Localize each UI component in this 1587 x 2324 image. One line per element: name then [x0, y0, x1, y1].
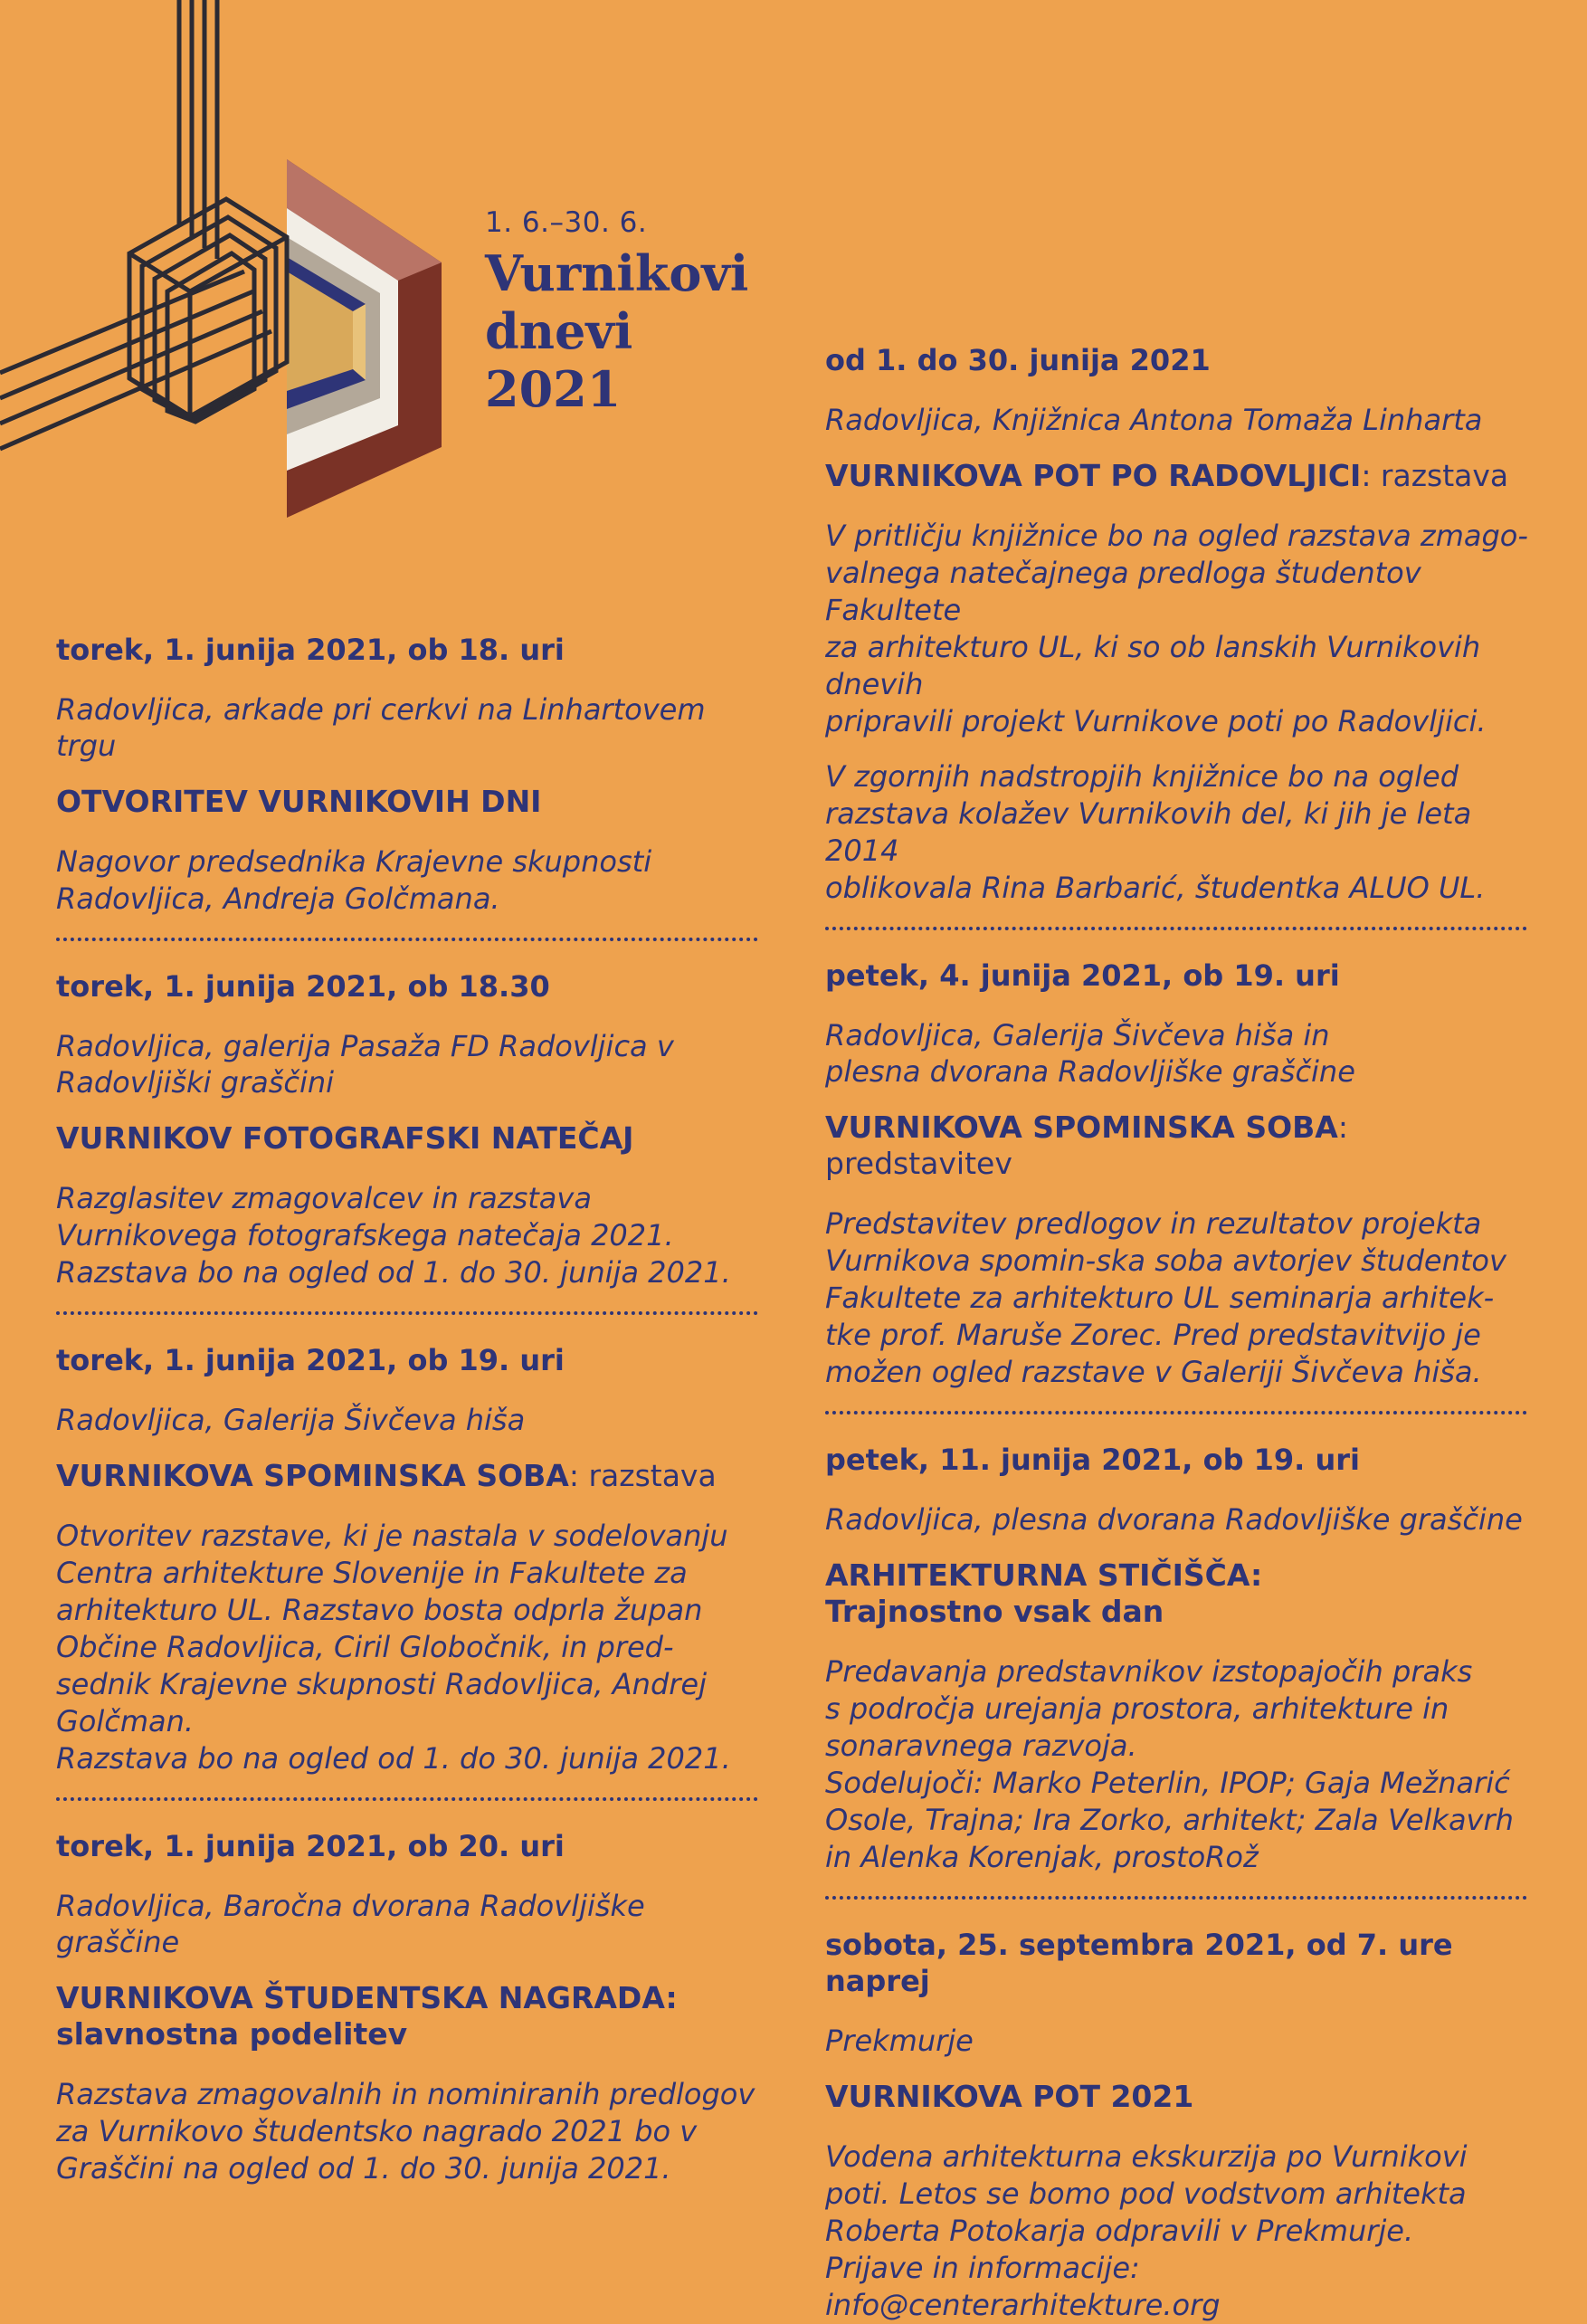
event-description-paragraph: Razglasitev zmagovalcev in razstava Vurnikovega fotografskega natečaja 2021. Razstava bo na ogled od 1. do 30. junija 2021. — [56, 1181, 731, 1290]
event-description-paragraph: Vodena arhitekturna ekskurzija po Vurnikovi poti. Letos se bomo pod vodstvom arhitekta Roberta Potokarja odpravili v Prekmurje. Prijave in informacije: info@centerarhitekture.org — [825, 2139, 1468, 2322]
event-description-paragraph: Predstavitev predlogov in rezultatov projekta Vurnikova spomin-ska soba avtorjev študentov Fakultete za arhitekturo UL seminarja arhitek- tke prof. Maruše Zorec. Pred predstavitvijo je možen ogled razstave v Galeriji Šivčeva hiša. — [825, 1206, 1506, 1389]
left-event-column — [56, 624, 762, 2187]
event-location: Radovljica, plesna dvorana Radovljiške graščine — [825, 1502, 1523, 1537]
event-title-main: OTVORITEV VURNIKOVIH DNI — [56, 784, 542, 819]
dotted-divider — [825, 927, 1527, 930]
event-description — [825, 1205, 1531, 1391]
right-event-column — [825, 335, 1531, 2324]
line-frame-graphic — [0, 0, 287, 449]
event-block — [825, 335, 1531, 907]
event-title-main: VURNIKOV FOTOGRAFSKI NATEČAJ — [56, 1120, 634, 1156]
event-block — [56, 624, 762, 918]
dotted-divider — [56, 1311, 758, 1315]
event-description-paragraph: Otvoritev razstave, ki je nastala v sodelovanju Centra arhitekture Slovenije in Fakultete za arhitekturo UL. Razstavo bosta odprla župan Občine Radovljica, Ciril Globočnik, in pred- sednik Krajevne skupnosti Radovljica, Andrej Golčman. Razstava bo na ogled od 1. do 30. junija 2021. — [56, 1519, 731, 1776]
event-title — [825, 458, 1531, 494]
event-title — [56, 1458, 762, 1494]
event-title — [825, 1110, 1531, 1182]
event-location: Radovljica, galerija Pasaža FD Radovljica v Radovljiški graščini — [56, 1029, 674, 1100]
event-description — [825, 518, 1531, 907]
event-date: torek, 1. junija 2021, ob 18.30 — [56, 969, 550, 1004]
event-title-suffix: : predstavitev — [825, 1110, 1348, 1181]
event-location: Radovljica, Baročna dvorana Radovljiške graščine — [56, 1889, 645, 1959]
event-title — [56, 1980, 762, 2053]
event-title-suffix: : razstava — [568, 1458, 717, 1493]
event-description-paragraph: V pritličju knjižnice bo na ogled razstava zmago- valnega natečajnega predloga študentov Fakultete za arhitekturo UL, ki so ob lanskih Vurnikovih dnevih pripravili projekt Vurnikove poti po Radovljici. — [825, 519, 1528, 738]
event-block — [825, 1919, 1531, 2324]
event-title-suffix: : razstava — [1361, 458, 1509, 493]
event-date: od 1. do 30. junija 2021 — [825, 343, 1211, 377]
event-title — [825, 1557, 1531, 1630]
festival-title-line-1: Vurnikovi — [485, 244, 749, 302]
event-description — [56, 843, 762, 918]
dotted-divider — [56, 1797, 758, 1801]
layered-cube-graphic — [287, 159, 442, 518]
event-location: Radovljica, arkade pri cerkvi na Linhartovem trgu — [56, 692, 706, 763]
event-block — [56, 1335, 762, 1777]
vurnik-cube-logo — [0, 0, 452, 534]
event-title-main: VURNIKOVA POT 2021 — [825, 2079, 1194, 2114]
event-description — [825, 1653, 1531, 1876]
event-date: torek, 1. junija 2021, ob 18. uri — [56, 633, 565, 667]
event-date: petek, 11. junija 2021, ob 19. uri — [825, 1443, 1360, 1477]
event-description-paragraph: Predavanja predstavnikov izstopajočih praks s področja urejanja prostora, arhitekture in sonaravnega razvoja. Sodelujoči: Marko Peterlin, IPOP; Gaja Mežnarić Osole, Trajna; Ira Zorko, arhitekt; Zala Velkavrh in Alenka Korenjak, prostoRož — [825, 1654, 1514, 1874]
event-description — [56, 2076, 762, 2187]
event-title — [56, 1120, 762, 1157]
event-block — [825, 950, 1531, 1391]
event-description-paragraph: Nagovor predsednika Krajevne skupnosti Radovljica, Andreja Golčmana. — [56, 844, 652, 916]
festival-title-line-2: dnevi — [485, 302, 633, 360]
event-description — [56, 1180, 762, 1291]
dotted-divider — [825, 1411, 1527, 1414]
event-date: petek, 4. junija 2021, ob 19. uri — [825, 958, 1340, 993]
event-block — [56, 1821, 762, 2187]
dotted-divider — [56, 938, 758, 941]
event-title-main: VURNIKOVA SPOMINSKA SOBA — [825, 1110, 1338, 1145]
event-block — [56, 961, 762, 1291]
event-date: torek, 1. junija 2021, ob 19. uri — [56, 1343, 565, 1377]
event-date: torek, 1. junija 2021, ob 20. uri — [56, 1829, 565, 1863]
event-title-main: VURNIKOVA ŠTUDENTSKA NAGRADA: slavnostna podelitev — [56, 1980, 678, 2052]
event-description — [825, 2138, 1531, 2324]
event-description — [56, 1518, 762, 1777]
event-description-paragraph: Razstava zmagovalnih in nominiranih predlogov za Vurnikovo študentsko nagrado 2021 bo v Graščini na ogled od 1. do 30. junija 2021. — [56, 2077, 755, 2186]
event-location: Radovljica, Knjižnica Antona Tomaža Linharta — [825, 403, 1483, 437]
festival-dates: 1. 6.–30. 6. — [485, 206, 648, 239]
event-location: Prekmurje — [825, 2024, 974, 2058]
event-description-paragraph: V zgornjih nadstropjih knjižnice bo na ogled razstava kolažev Vurnikovih del, ki jih je leta 2014 oblikovala Rina Barbarić, študentka ALUO UL. — [825, 759, 1486, 905]
dotted-divider — [825, 1896, 1527, 1900]
event-title-main: ARHITEKTURNA STIČIŠČA: Trajnostno vsak dan — [825, 1557, 1263, 1629]
event-block — [825, 1434, 1531, 1876]
festival-header — [485, 206, 748, 418]
event-date: sobota, 25. septembra 2021, od 7. ure naprej — [825, 1928, 1453, 1998]
festival-title-line-3: 2021 — [485, 360, 622, 418]
event-title — [56, 784, 762, 820]
event-title-main: VURNIKOVA SPOMINSKA SOBA — [56, 1458, 569, 1493]
event-title-main: VURNIKOVA POT PO RADOVLJICI — [825, 458, 1362, 493]
event-location: Radovljica, Galerija Šivčeva hiša in plesna dvorana Radovljiške graščine — [825, 1018, 1355, 1089]
event-location: Radovljica, Galerija Šivčeva hiša — [56, 1403, 526, 1437]
event-title — [825, 2079, 1531, 2115]
